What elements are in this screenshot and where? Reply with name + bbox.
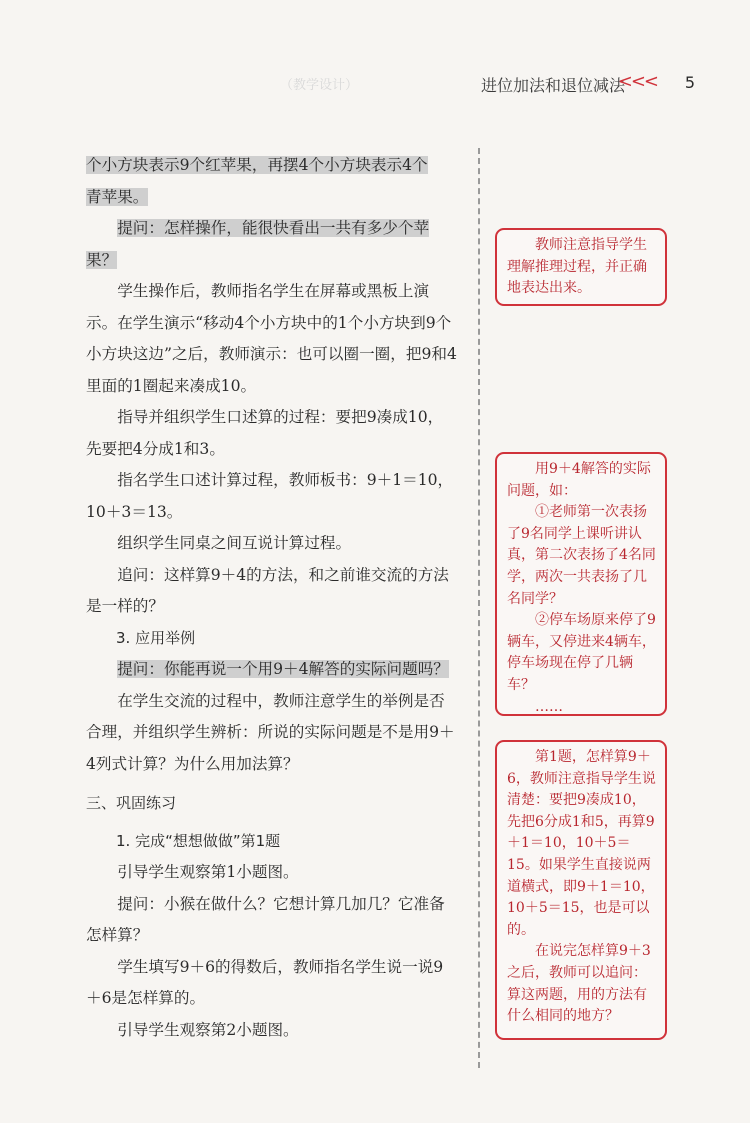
header-ghost-text: （教学设计） bbox=[280, 78, 359, 93]
paragraph: 引导学生观察第2小题图。 bbox=[117, 1020, 299, 1039]
paragraph bbox=[86, 213, 458, 276]
highlighted-text: 提问：你能再说一个用9＋4解答的实际问题吗？ bbox=[117, 660, 449, 678]
note-text: ②停车场原来停了9辆车，又停进来4辆车，停车场现在停了几辆车？ bbox=[507, 612, 656, 693]
section-heading: 三、巩固练习 bbox=[86, 794, 177, 812]
paragraph: 学生操作后，教师指名学生在屏幕或黑板上演示。在学生演示“移动4个小方块中的1个小方块到9个小方块这边”之后，教师演示：也可以圈一圈，把9和4里面的1圈起来凑成10。 bbox=[86, 282, 457, 395]
paragraph: 提问：小猴在做什么？它想计算几加几？它准备怎样算？ bbox=[86, 894, 445, 944]
note-text: 教师注意指导学生理解推理过程，并正确地表达出来。 bbox=[507, 237, 647, 297]
note-ellipsis: …… bbox=[535, 698, 563, 715]
paragraph: 在学生交流的过程中，教师注意学生的举例是否合理，并组织学生辨析：所说的实际问题是不是用9＋4列式计算？为什么用加法算？ bbox=[86, 691, 455, 773]
note-text: 用9＋4解答的实际问题，如： bbox=[507, 461, 651, 499]
paragraph: 指名学生口述计算过程，教师板书：9＋1＝10，10＋3＝13。 bbox=[86, 471, 454, 521]
note-text: ①老师第一次表扬了9名同学上课听讲认真，第二次表扬了4名同学，两次一共表扬了几名同学？ bbox=[507, 504, 656, 607]
highlighted-text: 个小方块表示9个红苹果，再摆4个小方块表示4个 bbox=[86, 156, 428, 174]
paragraph bbox=[86, 654, 458, 686]
subsection-heading: 3. 应用举例 bbox=[116, 628, 196, 647]
section-title: 进位加法和退位减法 bbox=[480, 76, 625, 95]
chevron-left-icon: <<< bbox=[617, 71, 657, 92]
margin-note-2 bbox=[495, 452, 667, 716]
running-header bbox=[275, 72, 705, 100]
paragraph bbox=[86, 150, 458, 182]
paragraph: 追问：这样算9＋4的方法，和之前谁交流的方法是一样的？ bbox=[86, 565, 449, 615]
note-text: 第1题，怎样算9＋6，教师注意指导学生说清楚：要把9凑成10，先把6分成1和5，再算9＋1＝10，10＋5＝15。如果学生直接说两道横式，即9＋1＝10，10＋5＝15，也是可以的。 bbox=[507, 749, 656, 938]
subsection-heading: 1. 完成“想想做做”第1题 bbox=[116, 831, 281, 850]
note-text: 在说完怎样算9＋3之后，教师可以追问：算这两题，用的方法有什么相同的地方？ bbox=[507, 943, 651, 1025]
page-number: 5 bbox=[684, 73, 695, 92]
highlighted-text: 提问：怎样操作，能很快看出一共有多少个苹果？ bbox=[86, 219, 430, 269]
paragraph: 指导并组织学生口述算的过程：要把9凑成10，先要把4分成1和3。 bbox=[86, 408, 444, 458]
paragraph: 学生填写9＋6的得数后，教师指名学生说一说9＋6是怎样算的。 bbox=[86, 957, 444, 1007]
paragraph: 组织学生同桌之间互说计算过程。 bbox=[117, 534, 352, 552]
paragraph bbox=[86, 182, 458, 214]
highlighted-text: 青苹果。 bbox=[86, 187, 149, 206]
column-divider bbox=[478, 148, 480, 1068]
margin-note-1 bbox=[495, 228, 667, 306]
margin-note-3 bbox=[495, 740, 667, 1040]
main-column bbox=[86, 150, 458, 1046]
paragraph: 引导学生观察第1小题图。 bbox=[117, 863, 299, 881]
